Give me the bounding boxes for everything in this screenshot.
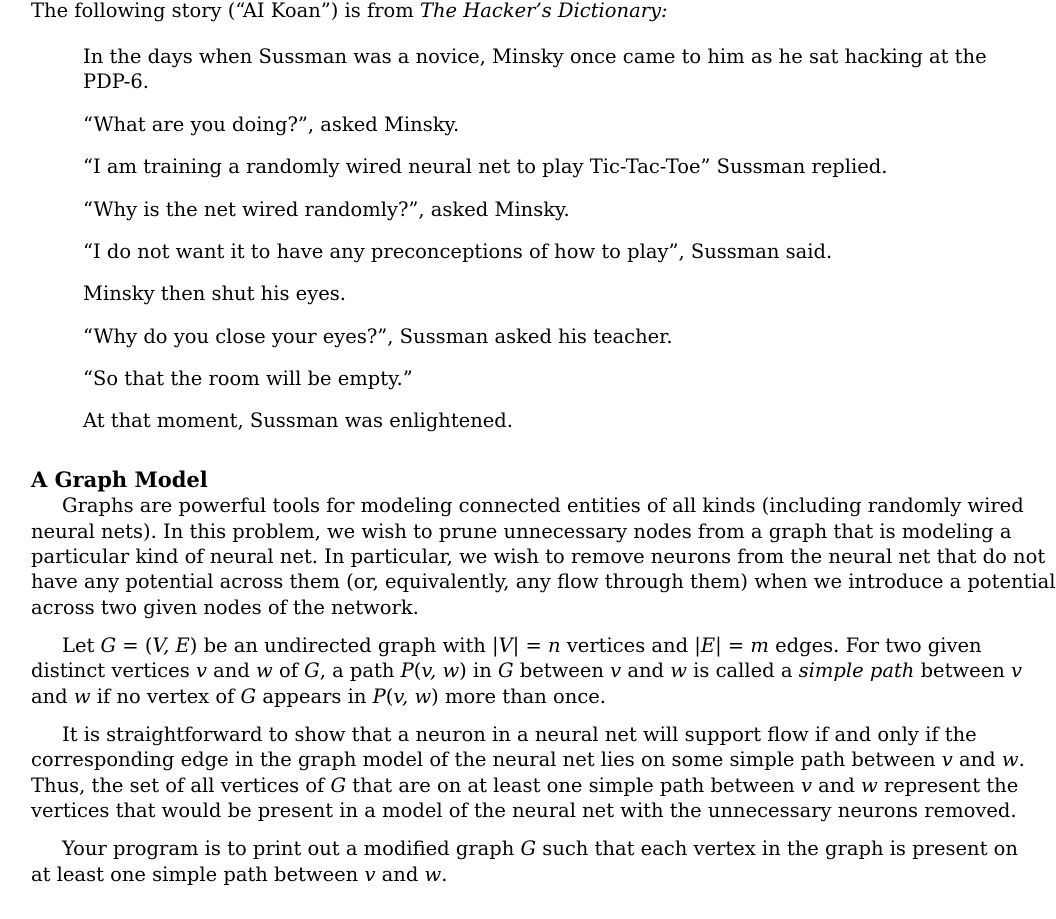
paragraph-line: across two given nodes of the network. <box>31 596 419 619</box>
paragraph-line: Your program is to print out a modified graph G such that each vertex in the graph is present on <box>62 837 1018 860</box>
koan-paragraph: “What are you doing?”, asked Minsky. <box>83 113 460 136</box>
koan-paragraph: “I do not want it to have any preconceptions of how to play”, Sussman said. <box>83 240 833 263</box>
koan-paragraph: “I am training a randomly wired neural net to play Tic-Tac-Toe” Sussman replied. <box>83 155 888 178</box>
intro-lead: The following story (“AI Koan”) is from <box>31 0 420 22</box>
paragraph-line: neural nets). In this problem, we wish to prune unnecessary nodes from a graph that is modeling a <box>31 520 1012 543</box>
intro-line <box>31 0 668 23</box>
paragraph-line: at least one simple path between v and w. <box>31 863 448 886</box>
section-title: A Graph Model <box>31 467 208 492</box>
simple-path-term: simple path <box>798 659 915 682</box>
paragraph-line: Let G = (V, E) be an undirected graph with |V| = n vertices and |E| = m edges. For two given <box>62 634 982 657</box>
koan-paragraph: “So that the room will be empty.” <box>83 367 413 390</box>
paragraph-line: It is straightforward to show that a neuron in a neural net will support flow if and only if the <box>62 723 977 746</box>
paragraph-line: vertices that would be present in a model of the neural net with the unnecessary neurons removed. <box>31 799 1017 822</box>
paragraph-line: particular kind of neural net. In particular, we wish to remove neurons from the neural net that do not <box>31 545 1046 568</box>
koan-paragraph: “Why is the net wired randomly?”, asked Minsky. <box>83 198 570 221</box>
source-title: The Hacker’s Dictionary: <box>419 0 668 22</box>
koan-line-1: In the days when Sussman was a novice, Minsky once came to him as he sat hacking at the <box>83 45 987 68</box>
paragraph-line: distinct vertices v and w of G, a path P(v, w) in G between v and w is called a simple path between v <box>31 659 1022 682</box>
koan-paragraph: At that moment, Sussman was enlightened. <box>83 409 513 432</box>
paragraph-line: corresponding edge in the graph model of the neural net lies on some simple path between v and w. <box>31 748 1025 771</box>
koan-line-2: PDP-6. <box>83 70 150 93</box>
paragraph-line: Thus, the set of all vertices of G that are on at least one simple path between v and w represent the <box>31 774 1019 797</box>
koan-paragraph: “Why do you close your eyes?”, Sussman asked his teacher. <box>83 325 673 348</box>
paragraph-line: Graphs are powerful tools for modeling connected entities of all kinds (including randomly wired <box>62 494 1024 517</box>
koan-paragraph: Minsky then shut his eyes. <box>83 282 346 305</box>
paragraph-line: and w if no vertex of G appears in P(v, w) more than once. <box>31 685 606 708</box>
paragraph-line: have any potential across them (or, equivalently, any flow through them) when we introduce a potential <box>31 570 1056 593</box>
